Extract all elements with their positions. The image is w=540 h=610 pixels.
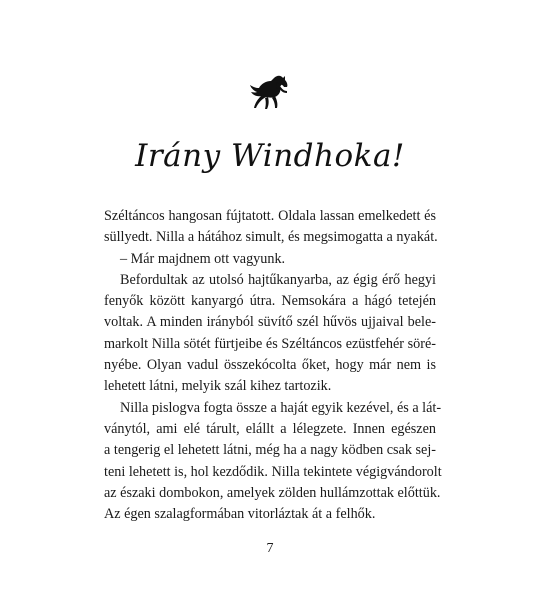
chapter-title: Irány Windhoka! [135,138,405,174]
text-line: az északi dombokon, amelyek zölden hullámzottak előttük. [104,484,441,501]
text-line: Széltáncos hangosan fújtatott. Oldala lassan emelkedett és [104,208,436,224]
rearing-horse-icon [244,72,294,112]
text-line: voltak. A minden irányból süvítő szél hűvös ujjaival bele- [104,314,436,331]
body-text [104,206,442,525]
text-line: markolt Nilla sötét fürtjeibe és Széltáncos ezüstfehér söré- [104,335,436,352]
text-line: ványtól, ami elé tárult, elállt a lélegzete. Innen egészen [104,420,436,437]
text-line: nyébe. Olyan vadul összekócolta őket, hogy már nem is [104,357,436,374]
text-line: süllyedt. Nilla a hátához simult, és megsimogatta a nyakát. [104,229,438,246]
text-line: fenyők között kanyargó útra. Nemsokára a hágó tetején [104,293,436,310]
text-line: Az égen szalagformában vitorláztak át a felhők. [104,506,376,523]
text-line: teni lehetett is, hol kezdődik. Nilla tekintete végigvándorolt [104,463,442,480]
text-line: Befordultak az utolsó hajtűkanyarba, az égig érő hegyi [120,271,436,288]
text-line: a tengerig el lehetett látni, még ha a nagy ködben csak sej- [104,442,436,459]
page-number: 7 [266,541,274,556]
text-line: – Már majdnem ott vagyunk. [120,250,286,267]
text-line: lehetett látni, melyik szál kihez tartozik. [104,378,332,395]
text-line: Nilla pislogva fogta össze a haját egyik kezével, és a lát- [120,399,442,416]
